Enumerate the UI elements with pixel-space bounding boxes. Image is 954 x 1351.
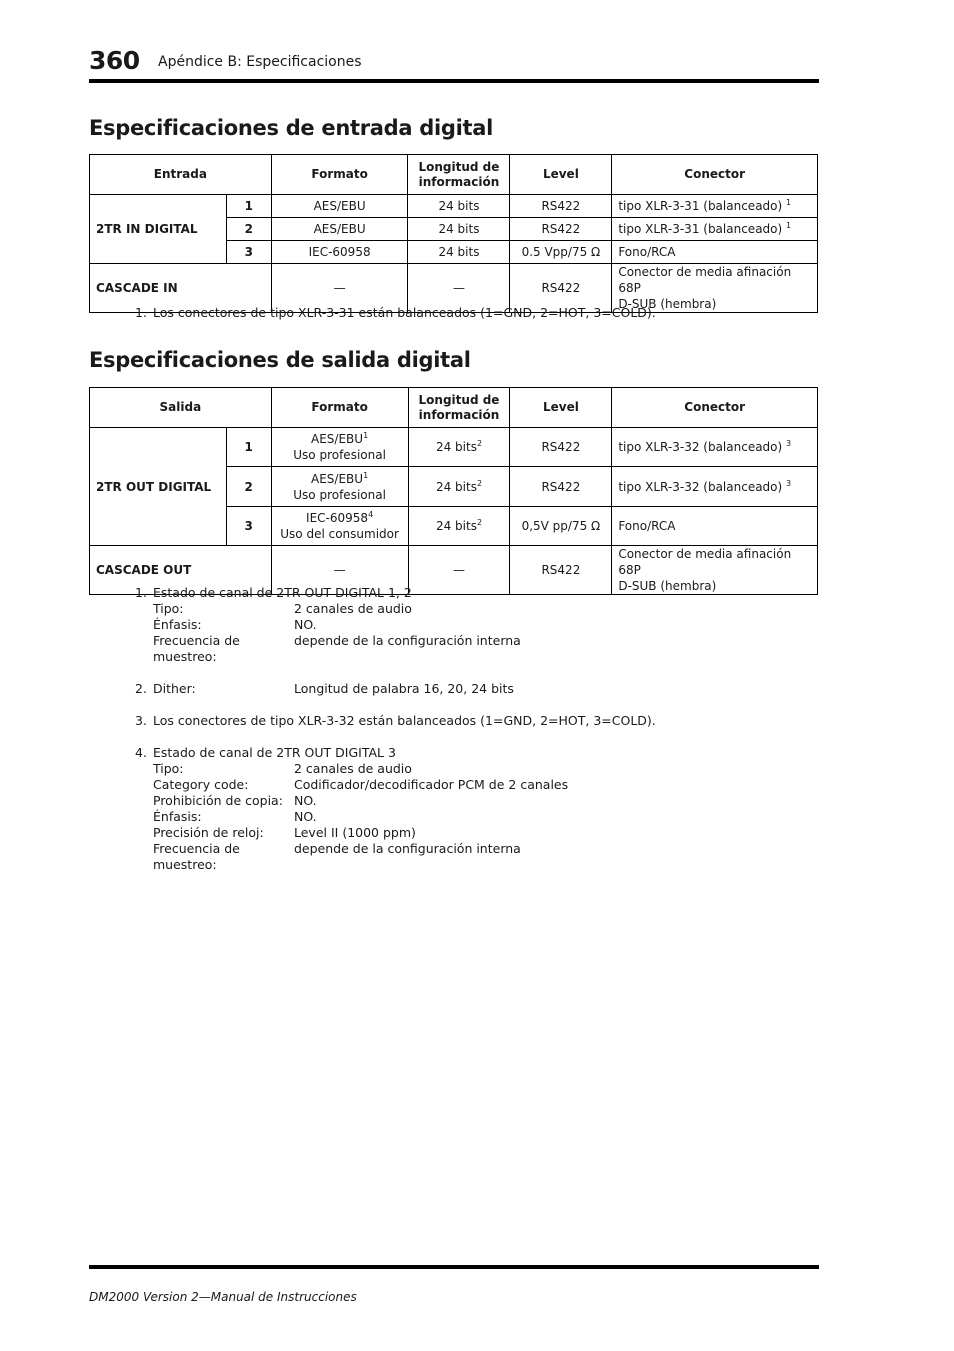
- header-rule: [89, 79, 819, 83]
- cascade-label: CASCADE IN: [90, 264, 272, 313]
- footnote-ref: 2: [476, 439, 483, 448]
- footnote-ref: 4: [368, 510, 374, 519]
- row-number: 3: [226, 241, 271, 264]
- table-row: [90, 195, 818, 218]
- input-spec-table: [89, 154, 818, 313]
- table-header-row: [90, 388, 818, 428]
- format-cell: IEC-60958$^4$ Uso del consumidor: [271, 507, 408, 546]
- column-header: Conector: [612, 155, 818, 195]
- table-row: [90, 428, 818, 467]
- output-section-title: Especificaciones de salida digital: [89, 348, 471, 372]
- footnote-item: Tipo: 2 canales de audio: [153, 761, 412, 776]
- format-cell: —: [271, 264, 408, 313]
- output-footnotes: [135, 585, 656, 873]
- input-footnotes: [135, 305, 656, 321]
- footnote-ref: 2: [476, 518, 483, 527]
- length-cell: 24 bits: [408, 195, 510, 218]
- row-number: 3: [226, 507, 271, 546]
- page-number: 360: [89, 46, 140, 75]
- format-cell: IEC-60958: [271, 241, 408, 264]
- connector-text: D-SUB (hembra): [618, 297, 717, 311]
- connector-cell: Fono/RCA: [612, 507, 818, 546]
- group-label: 2TR OUT DIGITAL: [90, 428, 227, 546]
- group-label: 2TR IN DIGITAL: [90, 195, 227, 264]
- format-cell: AES/EBU: [271, 195, 408, 218]
- level-cell: 0,5V pp/75 Ω: [510, 507, 612, 546]
- input-section-title: Especificaciones de entrada digital: [89, 116, 494, 140]
- level-cell: RS422: [510, 218, 612, 241]
- format-cell: AES/EBU$^1$ Uso profesional: [271, 428, 408, 467]
- footnote-item: Frecuencia de muestreo: depende de la configuración interna: [153, 841, 521, 872]
- connector-cell: [612, 195, 818, 218]
- footnote-ref: 2: [476, 478, 483, 488]
- footnote-item: Tipo: 2 canales de audio: [153, 601, 412, 616]
- footer-text: DM2000 Version 2—Manual de Instrucciones: [89, 1290, 357, 1304]
- length-cell: —: [408, 546, 510, 595]
- column-header: Formato: [271, 155, 408, 195]
- column-header: Level: [510, 388, 612, 428]
- footnote-item: Énfasis: NO.: [153, 809, 317, 824]
- footnote-item: Precisión de reloj: Level II (1000 ppm): [153, 825, 416, 840]
- row-number: 1: [226, 428, 271, 467]
- connector-cell: Conector de media afinación 68P D-SUB (hembra): [612, 546, 818, 595]
- footnote: 2. Dither: Longitud de palabra 16, 20, 24 bits: [135, 681, 514, 696]
- connector-cell: Fono/RCA: [612, 241, 818, 264]
- format-cell: AES/EBU: [271, 218, 408, 241]
- format-cell: —: [271, 546, 408, 595]
- footnote: 1. Estado de canal de 2TR OUT DIGITAL 1, 2: [135, 585, 412, 600]
- column-header: Formato: [271, 388, 408, 428]
- footnote-ref: 1: [363, 470, 369, 480]
- output-spec-table: [89, 387, 818, 595]
- footnote: 3. Los conectores de tipo XLR-3-32 están balanceados (1=GND, 2=HOT, 3=COLD).: [135, 713, 656, 728]
- level-cell: RS422: [510, 546, 612, 595]
- footnote-ref: 1: [363, 431, 369, 440]
- row-number: 2: [226, 218, 271, 241]
- footnote-ref: 1: [786, 221, 792, 230]
- connector-text: tipo XLR-3-31 (balanceado): [618, 222, 783, 236]
- footnote-item: Category code: Codificador/decodificador PCM de 2 canales: [153, 777, 569, 792]
- connector-text: Conector de media afinación 68P: [618, 265, 792, 295]
- connector-cell: [612, 218, 818, 241]
- connector-cell: tipo XLR-3-32 (balanceado) $^3$: [612, 467, 818, 507]
- length-cell: 24 bits$^2$: [408, 467, 510, 507]
- footnote-item: Énfasis: NO.: [153, 617, 317, 632]
- footnote: 1. Los conectores de tipo XLR-3-31 están balanceados (1=GND, 2=HOT, 3=COLD).: [135, 305, 656, 320]
- chapter-title: Apéndice B: Especificaciones: [158, 54, 362, 70]
- column-header: Conector: [612, 388, 818, 428]
- row-number: 1: [226, 195, 271, 218]
- footer-rule: [89, 1265, 819, 1269]
- footnote-item: Prohibición de copia: NO.: [153, 793, 317, 808]
- footnote-ref: 3: [786, 439, 792, 448]
- level-cell: RS422: [510, 467, 612, 507]
- footnote-ref: 1: [786, 198, 792, 207]
- footnote: 4. Estado de canal de 2TR OUT DIGITAL 3: [135, 745, 396, 760]
- connector-text: tipo XLR-3-31 (balanceado): [618, 199, 783, 213]
- column-header: Salida: [90, 388, 272, 428]
- length-cell: 24 bits$^2$: [408, 428, 510, 467]
- level-cell: 0.5 Vpp/75 Ω: [510, 241, 612, 264]
- level-cell: RS422: [510, 428, 612, 467]
- footnote-ref: 3: [786, 478, 792, 488]
- table-header-row: [90, 155, 818, 195]
- length-cell: 24 bits$^2$: [408, 507, 510, 546]
- column-header: Longitud de información: [408, 155, 510, 195]
- cascade-label: CASCADE OUT: [90, 546, 272, 595]
- footnote-item: Frecuencia de muestreo: depende de la configuración interna: [153, 633, 521, 664]
- column-header: Level: [510, 155, 612, 195]
- connector-cell: tipo XLR-3-32 (balanceado) $^3$: [612, 428, 818, 467]
- length-cell: 24 bits: [408, 241, 510, 264]
- column-header: Longitud de información: [408, 388, 510, 428]
- length-cell: —: [408, 264, 510, 313]
- column-header: Entrada: [90, 155, 272, 195]
- row-number: 2: [226, 467, 271, 507]
- level-cell: RS422: [510, 195, 612, 218]
- format-cell: AES/EBU$^1$ Uso profesional: [271, 467, 408, 507]
- length-cell: 24 bits: [408, 218, 510, 241]
- level-cell: RS422: [510, 264, 612, 313]
